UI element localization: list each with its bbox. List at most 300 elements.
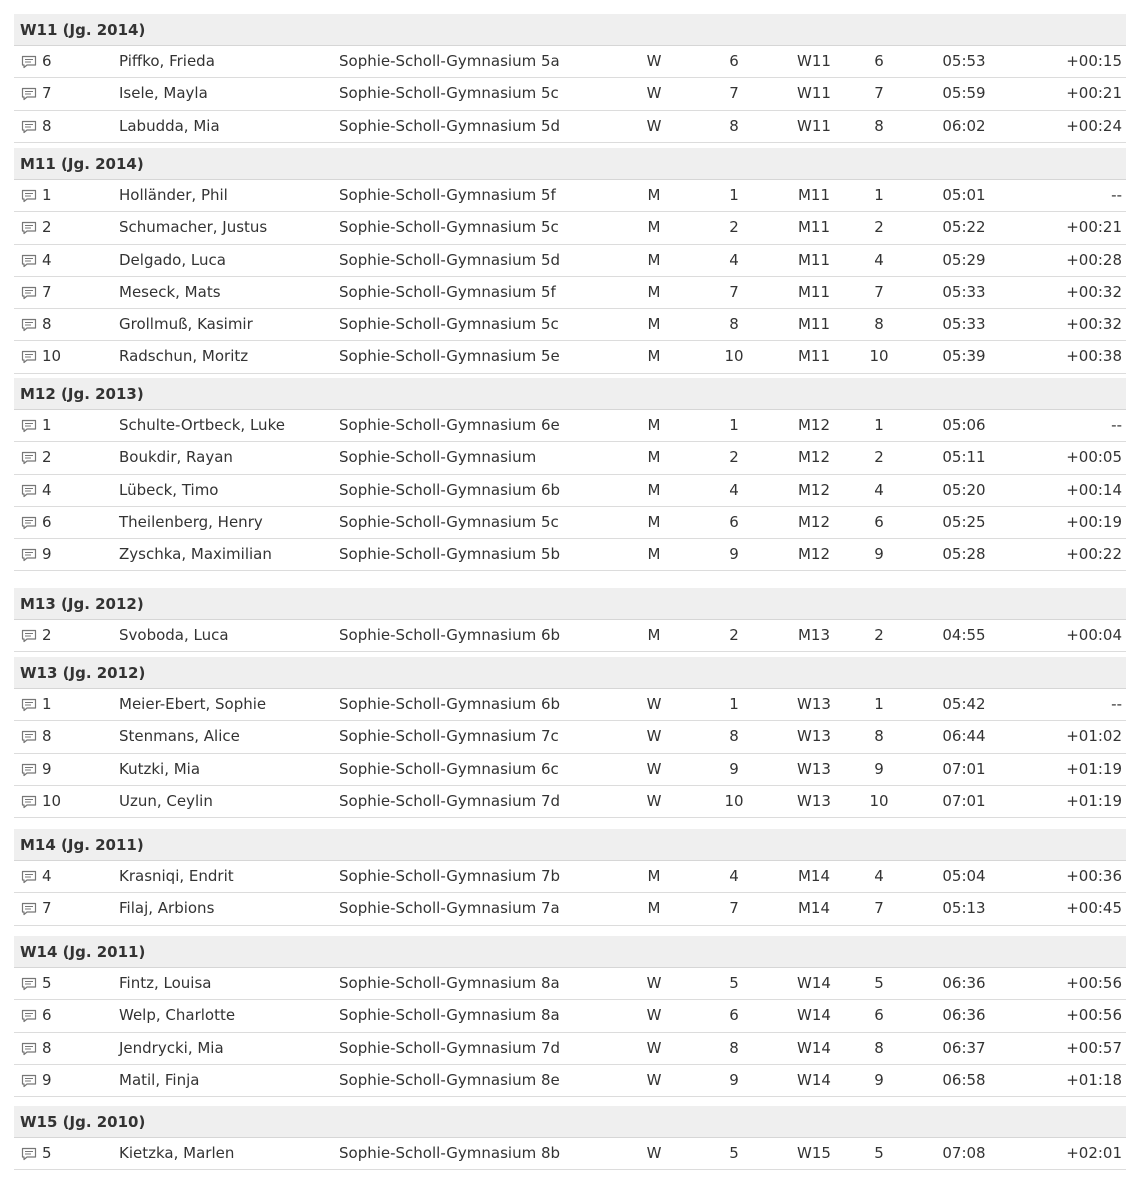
cell-class-place: 5 <box>874 1144 884 1162</box>
cell-time: 06:02 <box>942 116 986 135</box>
cell-name: Uzun, Ceylin <box>119 791 213 810</box>
cell-class: M11 <box>797 250 831 269</box>
cell-time: 05:39 <box>942 347 986 366</box>
cell-class: W14 <box>797 1006 831 1025</box>
cell-overall-place: 2 <box>729 448 739 467</box>
cell-place: 9 <box>42 545 52 564</box>
table-row <box>14 111 1126 143</box>
cell-gap: +01:19 <box>1066 791 1122 810</box>
cell-time: 06:44 <box>942 727 986 746</box>
group-title: W11 (Jg. 2014) <box>14 14 1126 46</box>
cell-gender: W <box>646 1038 662 1057</box>
cell-gap: +00:24 <box>1066 116 1122 135</box>
cell-class: W13 <box>797 791 831 810</box>
cell-place: 8 <box>42 315 52 334</box>
cell-gender: W <box>646 52 662 70</box>
cell-time: 07:01 <box>942 759 986 778</box>
cell-school: Sophie-Scholl-Gymnasium 8a <box>339 1006 560 1025</box>
cell-time: 05:22 <box>942 218 986 237</box>
cell-gender: M <box>647 416 661 434</box>
cell-overall-place: 1 <box>729 416 739 434</box>
cell-name: Filaj, Arbions <box>119 899 215 918</box>
cell-class: M12 <box>797 448 831 467</box>
cell-place: 7 <box>42 899 52 918</box>
cell-class-place: 9 <box>874 545 884 564</box>
comment-icon[interactable] <box>21 55 37 69</box>
cell-name: Theilenberg, Henry <box>119 512 263 531</box>
cell-overall-place: 2 <box>729 218 739 237</box>
table-row <box>14 475 1126 507</box>
cell-place: 8 <box>42 116 52 135</box>
table-row <box>14 1033 1126 1065</box>
comment-icon[interactable] <box>21 902 37 916</box>
cell-gender: M <box>647 347 661 366</box>
table-row <box>14 277 1126 309</box>
cell-time: 07:01 <box>942 791 986 810</box>
cell-school: Sophie-Scholl-Gymnasium 5c <box>339 84 559 103</box>
cell-gap: +00:56 <box>1066 1006 1122 1025</box>
cell-place: 2 <box>42 448 52 467</box>
cell-overall-place: 4 <box>729 867 739 885</box>
result-group <box>14 148 1126 374</box>
cell-class: W13 <box>797 695 831 713</box>
cell-gender: W <box>646 695 662 713</box>
cell-name: Matil, Finja <box>119 1070 200 1089</box>
cell-overall-place: 4 <box>729 480 739 499</box>
cell-place: 2 <box>42 218 52 237</box>
table-row <box>14 410 1126 442</box>
cell-gap: +00:32 <box>1066 315 1122 334</box>
table-row <box>14 689 1126 721</box>
cell-name: Schumacher, Justus <box>119 218 268 237</box>
cell-gap: +00:14 <box>1066 480 1122 499</box>
cell-place: 9 <box>42 1070 52 1089</box>
cell-name: Meier-Ebert, Sophie <box>119 695 267 713</box>
cell-place: 1 <box>42 695 52 713</box>
cell-name: Krasniqi, Endrit <box>119 867 234 885</box>
cell-time: 05:01 <box>942 186 986 204</box>
cell-class-place: 7 <box>874 282 884 301</box>
cell-class: M11 <box>797 218 831 237</box>
cell-gender: M <box>647 250 661 269</box>
cell-gender: M <box>647 218 661 237</box>
cell-class: M12 <box>797 512 831 531</box>
cell-gap: +01:02 <box>1066 727 1122 746</box>
cell-class: W11 <box>797 84 831 103</box>
cell-gender: W <box>646 116 662 135</box>
cell-gap: +00:28 <box>1066 250 1122 269</box>
cell-place: 1 <box>42 186 52 204</box>
comment-icon[interactable] <box>21 516 37 530</box>
cell-gender: W <box>646 727 662 746</box>
cell-name: Grollmuß, Kasimir <box>119 315 253 334</box>
cell-school: Sophie-Scholl-Gymnasium 6b <box>339 695 561 713</box>
cell-name: Radschun, Moritz <box>119 347 249 366</box>
cell-gap: +01:18 <box>1066 1070 1122 1089</box>
comment-icon[interactable] <box>21 548 37 562</box>
table-row <box>14 341 1126 373</box>
comment-icon[interactable] <box>21 795 37 809</box>
table-row <box>14 1138 1126 1170</box>
cell-class-place: 8 <box>874 727 884 746</box>
cell-school: Sophie-Scholl-Gymnasium 5c <box>339 218 559 237</box>
cell-name: Delgado, Luca <box>119 250 226 269</box>
cell-time: 05:04 <box>942 867 986 885</box>
cell-class-place: 6 <box>874 1006 884 1025</box>
cell-class-place: 1 <box>874 695 884 713</box>
cell-gender: W <box>646 759 662 778</box>
cell-class-place: 4 <box>874 480 884 499</box>
cell-time: 07:08 <box>942 1144 986 1162</box>
cell-name: Meseck, Mats <box>119 282 221 301</box>
cell-place: 7 <box>42 282 52 301</box>
table-row <box>14 893 1126 925</box>
table-row <box>14 968 1126 1000</box>
comment-icon[interactable] <box>21 350 37 364</box>
cell-school: Sophie-Scholl-Gymnasium 5c <box>339 315 559 334</box>
result-group <box>14 378 1126 571</box>
cell-name: Kutzki, Mia <box>119 759 201 778</box>
cell-name: Zyschka, Maximilian <box>119 545 272 564</box>
cell-place: 4 <box>42 480 52 499</box>
cell-overall-place: 5 <box>729 974 739 992</box>
cell-time: 06:36 <box>942 974 986 992</box>
cell-class: W14 <box>797 1038 831 1057</box>
cell-overall-place: 10 <box>724 347 744 366</box>
cell-school: Sophie-Scholl-Gymnasium 5c <box>339 512 559 531</box>
cell-overall-place: 7 <box>729 282 739 301</box>
cell-school: Sophie-Scholl-Gymnasium 6c <box>339 759 559 778</box>
cell-class-place: 9 <box>874 759 884 778</box>
table-row <box>14 309 1126 341</box>
cell-class-place: 1 <box>874 186 884 204</box>
table-row <box>14 507 1126 539</box>
cell-place: 4 <box>42 250 52 269</box>
cell-class: W14 <box>797 1070 831 1089</box>
cell-class-place: 8 <box>874 1038 884 1057</box>
cell-class-place: 2 <box>874 448 884 467</box>
cell-class-place: 4 <box>874 867 884 885</box>
cell-name: Lübeck, Timo <box>119 480 219 499</box>
group-title: M12 (Jg. 2013) <box>14 378 1126 410</box>
cell-school: Sophie-Scholl-Gymnasium 5b <box>339 545 561 564</box>
cell-overall-place: 9 <box>729 759 739 778</box>
cell-time: 05:25 <box>942 512 986 531</box>
cell-place: 2 <box>42 626 52 644</box>
cell-place: 6 <box>42 52 52 70</box>
cell-overall-place: 6 <box>729 1006 739 1025</box>
cell-class: W14 <box>797 974 831 992</box>
cell-class-place: 10 <box>869 791 889 810</box>
cell-place: 10 <box>42 347 62 366</box>
table-row <box>14 786 1126 818</box>
cell-time: 06:58 <box>942 1070 986 1089</box>
cell-gap: +00:45 <box>1066 899 1122 918</box>
result-group <box>14 936 1126 1097</box>
cell-overall-place: 1 <box>729 186 739 204</box>
cell-overall-place: 8 <box>729 727 739 746</box>
cell-time: 05:13 <box>942 899 986 918</box>
cell-class-place: 2 <box>874 218 884 237</box>
cell-class-place: 4 <box>874 250 884 269</box>
cell-school: Sophie-Scholl-Gymnasium 6b <box>339 626 561 644</box>
cell-place: 6 <box>42 1006 52 1025</box>
cell-class-place: 8 <box>874 315 884 334</box>
cell-place: 9 <box>42 759 52 778</box>
cell-class-place: 7 <box>874 84 884 103</box>
cell-gap: +00:57 <box>1066 1038 1122 1057</box>
cell-name: Schulte-Ortbeck, Luke <box>119 416 285 434</box>
table-row <box>14 180 1126 212</box>
cell-class: M13 <box>797 626 831 644</box>
cell-overall-place: 6 <box>729 52 739 70</box>
cell-time: 06:37 <box>942 1038 986 1057</box>
result-group <box>14 588 1126 652</box>
comment-icon[interactable] <box>21 730 37 744</box>
cell-gap: +00:32 <box>1066 282 1122 301</box>
cell-class-place: 5 <box>874 974 884 992</box>
comment-icon[interactable] <box>21 419 37 433</box>
cell-school: Sophie-Scholl-Gymnasium 5a <box>339 52 560 70</box>
cell-overall-place: 2 <box>729 626 739 644</box>
result-group <box>14 14 1126 143</box>
cell-class-place: 6 <box>874 512 884 531</box>
result-group <box>14 1106 1126 1170</box>
result-group <box>14 657 1126 818</box>
cell-place: 10 <box>42 791 62 810</box>
cell-name: Labudda, Mia <box>119 116 220 135</box>
cell-name: Boukdir, Rayan <box>119 448 233 467</box>
table-row <box>14 721 1126 753</box>
cell-time: 05:29 <box>942 250 986 269</box>
cell-school: Sophie-Scholl-Gymnasium 5e <box>339 347 560 366</box>
table-row <box>14 754 1126 786</box>
cell-class: W11 <box>797 52 831 70</box>
cell-gender: M <box>647 512 661 531</box>
group-title: W15 (Jg. 2010) <box>14 1106 1126 1138</box>
cell-class: M14 <box>797 867 831 885</box>
comment-icon[interactable] <box>21 189 37 203</box>
cell-place: 5 <box>42 1144 52 1162</box>
cell-school: Sophie-Scholl-Gymnasium 5d <box>339 250 561 269</box>
cell-overall-place: 8 <box>729 315 739 334</box>
group-title: M13 (Jg. 2012) <box>14 588 1126 620</box>
comment-icon[interactable] <box>21 120 37 134</box>
cell-school: Sophie-Scholl-Gymnasium 7a <box>339 899 560 918</box>
group-title: W14 (Jg. 2011) <box>14 936 1126 968</box>
cell-class-place: 1 <box>874 416 884 434</box>
cell-overall-place: 4 <box>729 250 739 269</box>
cell-overall-place: 9 <box>729 1070 739 1089</box>
cell-gap: +00:36 <box>1066 867 1122 885</box>
cell-class: M14 <box>797 899 831 918</box>
comment-icon[interactable] <box>21 1147 37 1161</box>
cell-overall-place: 10 <box>724 791 744 810</box>
table-row <box>14 539 1126 571</box>
cell-overall-place: 1 <box>729 695 739 713</box>
cell-class-place: 9 <box>874 1070 884 1089</box>
cell-place: 1 <box>42 416 52 434</box>
comment-icon[interactable] <box>21 87 37 101</box>
cell-overall-place: 8 <box>729 1038 739 1057</box>
cell-gender: W <box>646 84 662 103</box>
cell-overall-place: 9 <box>729 545 739 564</box>
cell-place: 5 <box>42 974 52 992</box>
comment-icon[interactable] <box>21 221 37 235</box>
table-row <box>14 861 1126 893</box>
cell-time: 05:33 <box>942 315 986 334</box>
cell-name: Piffko, Frieda <box>119 52 215 70</box>
cell-gap: +00:21 <box>1066 84 1122 103</box>
cell-overall-place: 7 <box>729 84 739 103</box>
comment-icon[interactable] <box>21 1074 37 1088</box>
group-title: M14 (Jg. 2011) <box>14 829 1126 861</box>
cell-gender: M <box>647 899 661 918</box>
table-row <box>14 212 1126 244</box>
cell-gender: M <box>647 626 661 644</box>
comment-icon[interactable] <box>21 484 37 498</box>
cell-school: Sophie-Scholl-Gymnasium 7d <box>339 1038 561 1057</box>
table-row <box>14 620 1126 652</box>
table-row <box>14 46 1126 78</box>
cell-class-place: 6 <box>874 52 884 70</box>
cell-place: 8 <box>42 1038 52 1057</box>
cell-gap: +02:01 <box>1066 1144 1122 1162</box>
comment-icon[interactable] <box>21 1042 37 1056</box>
group-title: M11 (Jg. 2014) <box>14 148 1126 180</box>
comment-icon[interactable] <box>21 977 37 991</box>
cell-class-place: 8 <box>874 116 884 135</box>
cell-place: 6 <box>42 512 52 531</box>
cell-school: Sophie-Scholl-Gymnasium 8b <box>339 1144 561 1162</box>
cell-gender: M <box>647 448 661 467</box>
cell-name: Svoboda, Luca <box>119 626 229 644</box>
cell-time: 05:28 <box>942 545 986 564</box>
cell-class: W15 <box>797 1144 831 1162</box>
cell-gender: W <box>646 1070 662 1089</box>
cell-class: M11 <box>797 282 831 301</box>
cell-place: 7 <box>42 84 52 103</box>
table-row <box>14 1000 1126 1032</box>
comment-icon[interactable] <box>21 698 37 712</box>
cell-gender: M <box>647 867 661 885</box>
cell-name: Isele, Mayla <box>119 84 208 103</box>
cell-school: Sophie-Scholl-Gymnasium <box>339 448 537 467</box>
cell-time: 05:42 <box>942 695 986 713</box>
comment-icon[interactable] <box>21 254 37 268</box>
cell-gap: +01:19 <box>1066 759 1122 778</box>
cell-gender: W <box>646 974 662 992</box>
cell-gap: +00:04 <box>1066 626 1122 644</box>
cell-time: 05:59 <box>942 84 986 103</box>
cell-class: M12 <box>797 480 831 499</box>
cell-time: 05:53 <box>942 52 986 70</box>
cell-class: M11 <box>797 315 831 334</box>
cell-school: Sophie-Scholl-Gymnasium 6e <box>339 416 560 434</box>
comment-icon[interactable] <box>21 763 37 777</box>
cell-gender: W <box>646 1006 662 1025</box>
cell-name: Stenmans, Alice <box>119 727 240 746</box>
cell-gap: +00:21 <box>1066 218 1122 237</box>
cell-gender: M <box>647 480 661 499</box>
cell-gap: +00:15 <box>1066 52 1122 70</box>
cell-time: 04:55 <box>942 626 986 644</box>
cell-class: M12 <box>797 545 831 564</box>
cell-gap: -- <box>1111 416 1122 434</box>
comment-icon[interactable] <box>21 286 37 300</box>
comment-icon[interactable] <box>21 629 37 643</box>
table-row <box>14 1065 1126 1097</box>
cell-gender: M <box>647 186 661 204</box>
cell-overall-place: 5 <box>729 1144 739 1162</box>
cell-class-place: 2 <box>874 626 884 644</box>
cell-school: Sophie-Scholl-Gymnasium 5f <box>339 282 556 301</box>
cell-overall-place: 6 <box>729 512 739 531</box>
cell-school: Sophie-Scholl-Gymnasium 5f <box>339 186 556 204</box>
cell-class-place: 7 <box>874 899 884 918</box>
cell-name: Holländer, Phil <box>119 186 228 204</box>
comment-icon[interactable] <box>21 318 37 332</box>
cell-name: Fintz, Louisa <box>119 974 212 992</box>
comment-icon[interactable] <box>21 451 37 465</box>
cell-class: M12 <box>797 416 831 434</box>
cell-class: W13 <box>797 759 831 778</box>
cell-name: Welp, Charlotte <box>119 1006 236 1025</box>
cell-time: 05:11 <box>942 448 986 467</box>
cell-gender: W <box>646 791 662 810</box>
cell-school: Sophie-Scholl-Gymnasium 6b <box>339 480 561 499</box>
cell-gender: M <box>647 282 661 301</box>
cell-class: W11 <box>797 116 831 135</box>
cell-gap: +00:05 <box>1066 448 1122 467</box>
comment-icon[interactable] <box>21 1009 37 1023</box>
cell-overall-place: 8 <box>729 116 739 135</box>
cell-time: 05:20 <box>942 480 986 499</box>
cell-gap: +00:56 <box>1066 974 1122 992</box>
cell-time: 06:36 <box>942 1006 986 1025</box>
cell-time: 05:06 <box>942 416 986 434</box>
table-row <box>14 245 1126 277</box>
cell-class: M11 <box>797 347 831 366</box>
cell-gender: M <box>647 315 661 334</box>
cell-gap: +00:38 <box>1066 347 1122 366</box>
cell-school: Sophie-Scholl-Gymnasium 8a <box>339 974 560 992</box>
cell-school: Sophie-Scholl-Gymnasium 7c <box>339 727 559 746</box>
cell-gap: -- <box>1111 695 1122 713</box>
cell-class: W13 <box>797 727 831 746</box>
cell-school: Sophie-Scholl-Gymnasium 5d <box>339 116 561 135</box>
cell-name: Kietzka, Marlen <box>119 1144 235 1162</box>
cell-gender: W <box>646 1144 662 1162</box>
cell-overall-place: 7 <box>729 899 739 918</box>
cell-school: Sophie-Scholl-Gymnasium 7b <box>339 867 561 885</box>
comment-icon[interactable] <box>21 870 37 884</box>
cell-class-place: 10 <box>869 347 889 366</box>
cell-place: 8 <box>42 727 52 746</box>
cell-school: Sophie-Scholl-Gymnasium 7d <box>339 791 561 810</box>
result-group <box>14 829 1126 926</box>
cell-school: Sophie-Scholl-Gymnasium 8e <box>339 1070 560 1089</box>
cell-gap: +00:22 <box>1066 545 1122 564</box>
group-title: W13 (Jg. 2012) <box>14 657 1126 689</box>
cell-time: 05:33 <box>942 282 986 301</box>
cell-gap: -- <box>1111 186 1122 204</box>
cell-class: M11 <box>797 186 831 204</box>
cell-place: 4 <box>42 867 52 885</box>
cell-gap: +00:19 <box>1066 512 1122 531</box>
cell-gender: M <box>647 545 661 564</box>
table-row <box>14 78 1126 110</box>
